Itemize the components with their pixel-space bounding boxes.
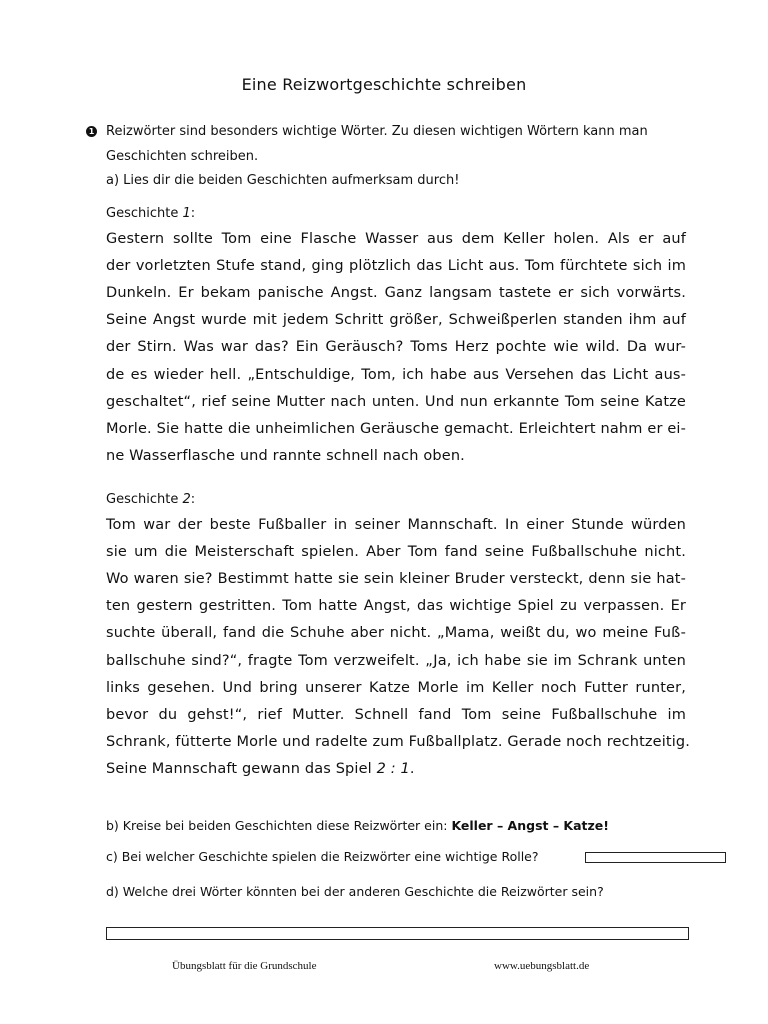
story-2-line: suchte überall, fand die Schuhe aber nicht. „Mama, weißt du, wo meine Fuß- — [106, 625, 686, 641]
story-2-line: bevor du gehst!“, rief Mutter. Schnell fand Tom seine Fußballschuhe im — [106, 707, 686, 723]
answer-field-c[interactable] — [585, 852, 726, 863]
story-2-label: Geschichte 2: — [106, 492, 196, 507]
story-2-line: ten gestern gestritten. Tom hatte Angst, das wichtige Spiel zu verpassen. Er — [106, 598, 686, 614]
story-1-line: ne Wasserflasche und rannte schnell nach oben. — [106, 448, 465, 464]
footer-left-text: Übungsblatt für die Grundschule — [172, 960, 317, 972]
question-b: b) Kreise bei beiden Geschichten diese Reizwörter ein: Keller – Angst – Katze! — [106, 818, 609, 833]
story-1-line: Seine Angst wurde mit jedem Schritt größer, Schweißperlen standen ihm auf — [106, 312, 686, 328]
page-title: Eine Reizwortgeschichte schreiben — [241, 75, 527, 94]
story-1-line: Morle. Sie hatte die unheimlichen Geräusche gemacht. Erleichtert nahm er ei- — [106, 421, 686, 437]
match-score: 2 : 1 — [376, 761, 410, 777]
stimulus-words: Keller – Angst – Katze! — [451, 818, 609, 833]
task-a-instruction: a) Lies dir die beiden Geschichten aufmerksam durch! — [106, 173, 460, 188]
answer-field-d[interactable] — [106, 927, 689, 940]
intro-line-1: Reizwörter sind besonders wichtige Wörter. Zu diesen wichtigen Wörtern kann man — [106, 124, 648, 139]
footer-website: www.uebungsblatt.de — [494, 960, 590, 972]
story-2-line: Schrank, fütterte Morle und radelte zum Fußballplatz. Gerade noch rechtzeitig. — [106, 734, 691, 750]
story-2-line: Wo waren sie? Bestimmt hatte sie sein kleiner Bruder versteckt, denn sie hat- — [106, 571, 686, 587]
story-2-line: sie um die Meisterschaft spielen. Aber Tom fand seine Fußballschuhe nicht. — [106, 544, 686, 560]
story-2-last-line: Seine Mannschaft gewann das Spiel 2 : 1. — [106, 761, 415, 777]
task-number-bullet: 1 — [86, 126, 97, 137]
story-1-line: geschaltet“, rief seine Mutter nach unten. Und nun erkannte Tom seine Katze — [106, 394, 686, 410]
question-d: d) Welche drei Wörter könnten bei der anderen Geschichte die Reizwörter sein? — [106, 884, 604, 899]
story-1-line: Dunkeln. Er bekam panische Angst. Ganz langsam tastete er sich vorwärts. — [106, 285, 686, 301]
story-1-line: Gestern sollte Tom eine Flasche Wasser aus dem Keller holen. Als er auf — [106, 231, 686, 247]
story-2-line: ballschuhe sind?“, fragte Tom verzweifelt. „Ja, ich habe sie im Schrank unten — [106, 653, 686, 669]
question-c: c) Bei welcher Geschichte spielen die Reizwörter eine wichtige Rolle? — [106, 849, 539, 864]
intro-line-2: Geschichten schreiben. — [106, 149, 259, 164]
story-2-line: Tom war der beste Fußballer in seiner Mannschaft. In einer Stunde würden — [106, 517, 686, 533]
story-2-line: links gesehen. Und bring unserer Katze Morle im Keller noch Futter runter, — [106, 680, 686, 696]
story-1-label: Geschichte 1: — [106, 206, 196, 221]
story-1-line: de es wieder hell. „Entschuldige, Tom, ich habe aus Versehen das Licht aus- — [106, 367, 686, 383]
story-1-line: der Stirn. Was war das? Ein Geräusch? Toms Herz pochte wie wild. Da wur- — [106, 339, 686, 355]
story-1-line: der vorletzten Stufe stand, ging plötzlich das Licht aus. Tom fürchtete sich im — [106, 258, 686, 274]
